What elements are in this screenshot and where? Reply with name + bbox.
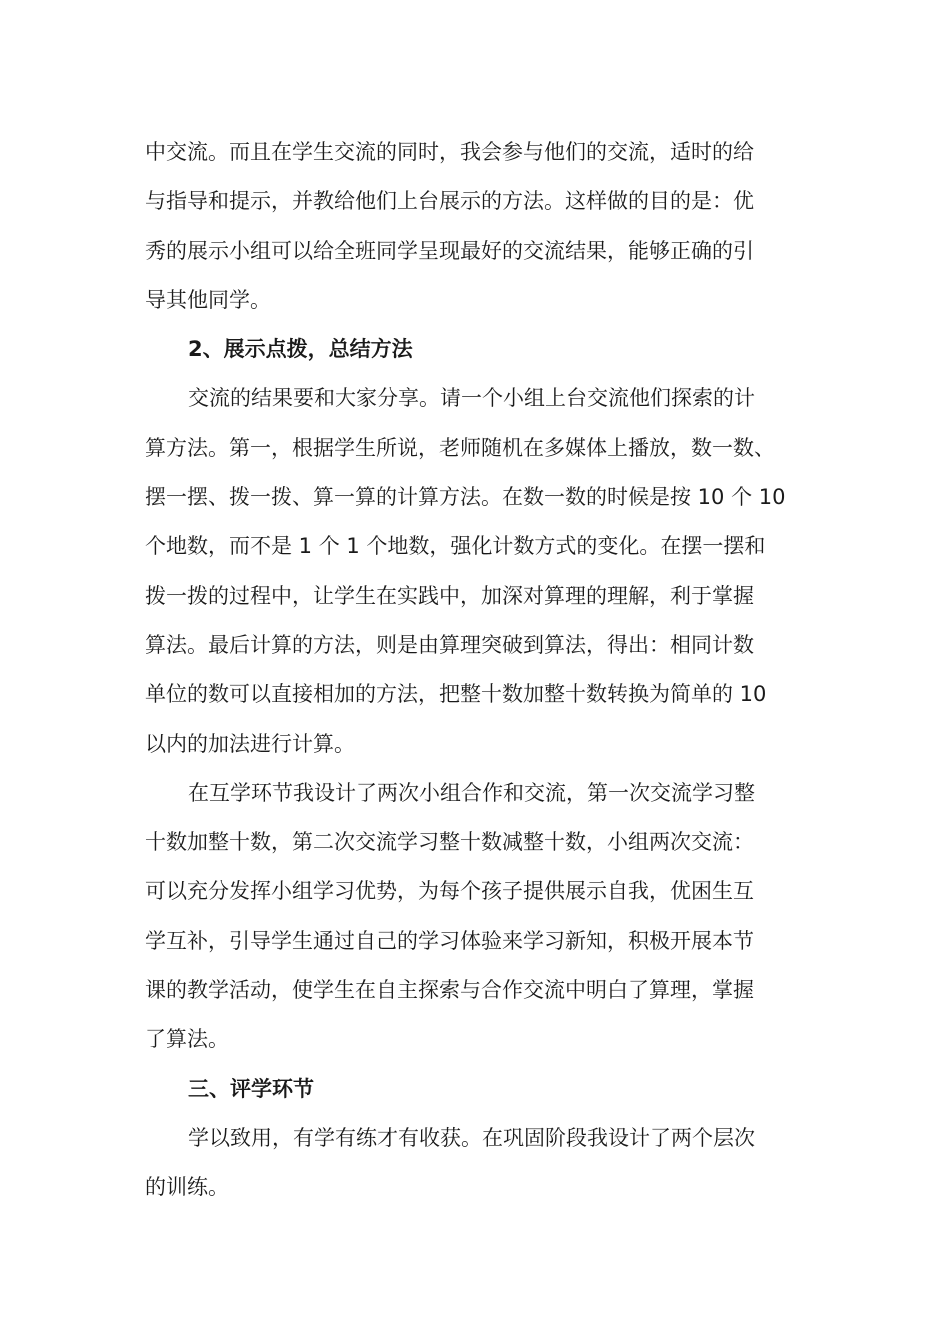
body-text-line: 摆一摆、拨一拨、算一算的计算方法。在数一数的时候是按 10 个 10 xyxy=(145,485,786,510)
section-heading: 2、展示点拨，总结方法 xyxy=(188,337,413,362)
body-text-line: 与指导和提示，并教给他们上台展示的方法。这样做的目的是：优 xyxy=(145,189,754,214)
body-text-line: 可以充分发挥小组学习优势，为每个孩子提供展示自我，优困生互 xyxy=(145,879,754,904)
body-text-line: 单位的数可以直接相加的方法，把整十数加整十数转换为简单的 10 xyxy=(145,682,767,707)
body-text-line: 十数加整十数，第二次交流学习整十数减整十数，小组两次交流： xyxy=(145,830,754,855)
body-text-line: 学以致用，有学有练才有收获。在巩固阶段我设计了两个层次 xyxy=(188,1125,755,1150)
body-text-line: 个地数，而不是 1 个 1 个地数，强化计数方式的变化。在摆一摆和 xyxy=(145,534,766,559)
body-text-line: 课的教学活动，使学生在自主探索与合作交流中明白了算理，掌握 xyxy=(145,978,754,1003)
body-text-line: 学互补，引导学生通过自己的学习体验来学习新知，积极开展本节 xyxy=(145,928,754,953)
body-text-line: 算法。最后计算的方法，则是由算理突破到算法，得出：相同计数 xyxy=(145,632,754,657)
body-text-line: 秀的展示小组可以给全班同学呈现最好的交流结果，能够正确的引 xyxy=(145,238,754,263)
body-text-line: 交流的结果要和大家分享。请一个小组上台交流他们探索的计 xyxy=(188,386,755,411)
body-text-line: 的训练。 xyxy=(145,1175,229,1200)
body-text-line: 导其他同学。 xyxy=(145,287,271,312)
document-body xyxy=(145,128,810,1213)
body-text-line: 算方法。第一，根据学生所说，老师随机在多媒体上播放，数一数、 xyxy=(145,435,775,460)
section-heading: 三、评学环节 xyxy=(188,1076,314,1101)
body-text-line: 中交流。而且在学生交流的同时，我会参与他们的交流，适时的给 xyxy=(145,140,754,164)
body-text-line: 拨一拨的过程中，让学生在实践中，加深对算理的理解，利于掌握 xyxy=(145,583,754,608)
body-text-line: 了算法。 xyxy=(145,1027,229,1052)
body-text-line: 以内的加法进行计算。 xyxy=(145,731,355,756)
body-text-line: 在互学环节我设计了两次小组合作和交流，第一次交流学习整 xyxy=(188,780,755,805)
